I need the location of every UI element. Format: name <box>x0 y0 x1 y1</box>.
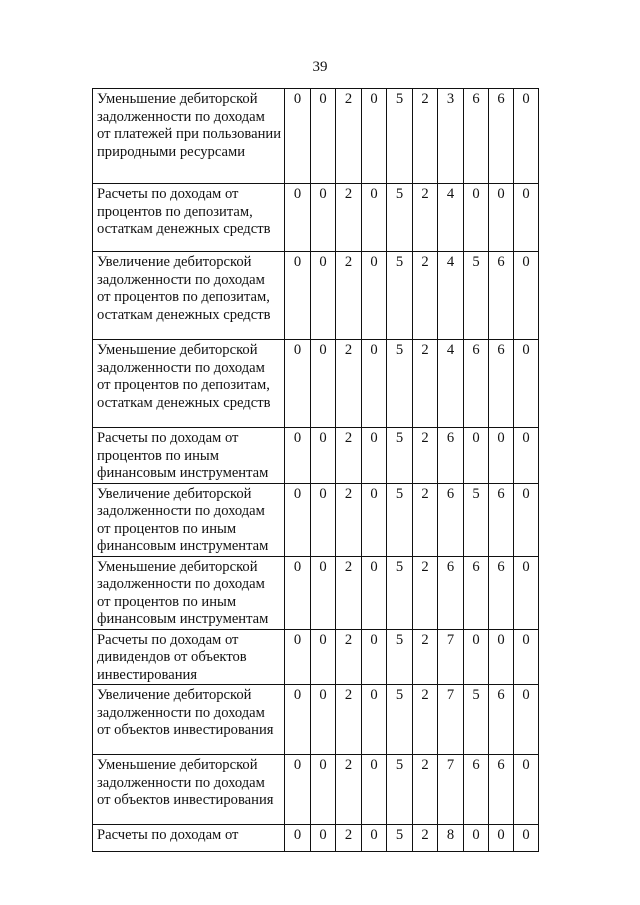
code-digit: 0 <box>311 685 336 755</box>
code-digit: 0 <box>362 428 387 484</box>
code-digit: 0 <box>285 755 311 825</box>
code-digit: 6 <box>438 556 464 629</box>
code-digit: 2 <box>413 340 438 428</box>
code-digit: 0 <box>514 252 539 340</box>
code-digit: 0 <box>311 89 336 184</box>
code-digit: 0 <box>311 184 336 252</box>
code-digit: 2 <box>413 825 438 852</box>
code-digit: 0 <box>285 340 311 428</box>
code-digit: 0 <box>489 428 514 484</box>
code-digit: 0 <box>311 428 336 484</box>
code-digit: 0 <box>311 755 336 825</box>
code-digit: 0 <box>464 184 489 252</box>
table-row <box>93 483 539 556</box>
code-digit: 6 <box>489 556 514 629</box>
code-digit: 7 <box>438 755 464 825</box>
code-digit: 2 <box>413 428 438 484</box>
code-digit: 2 <box>336 340 362 428</box>
code-digit: 0 <box>464 629 489 685</box>
code-digit: 6 <box>464 755 489 825</box>
code-digit: 6 <box>464 340 489 428</box>
code-digit: 0 <box>514 755 539 825</box>
code-digit: 0 <box>362 252 387 340</box>
code-digit: 2 <box>413 556 438 629</box>
code-digit: 0 <box>489 184 514 252</box>
code-digit: 4 <box>438 340 464 428</box>
code-digit: 5 <box>387 825 413 852</box>
code-digit: 0 <box>285 428 311 484</box>
table-row <box>93 556 539 629</box>
table-row <box>93 428 539 484</box>
code-digit: 0 <box>514 685 539 755</box>
code-digit: 0 <box>285 184 311 252</box>
code-digit: 0 <box>464 825 489 852</box>
code-digit: 2 <box>336 629 362 685</box>
code-digit: 6 <box>489 340 514 428</box>
table-row <box>93 89 539 184</box>
row-description: Расчеты по доходам от <box>93 825 285 852</box>
code-digit: 0 <box>362 483 387 556</box>
code-digit: 0 <box>489 629 514 685</box>
code-digit: 2 <box>336 825 362 852</box>
code-digit: 0 <box>285 252 311 340</box>
code-digit: 0 <box>514 556 539 629</box>
code-digit: 0 <box>514 629 539 685</box>
code-digit: 0 <box>514 483 539 556</box>
code-digit: 2 <box>336 184 362 252</box>
code-digit: 6 <box>489 685 514 755</box>
code-digit: 0 <box>311 252 336 340</box>
row-description: Уменьшение дебиторской задолженности по доходам от платежей при пользовании природными ресурсами <box>93 89 285 184</box>
code-digit: 0 <box>362 184 387 252</box>
code-digit: 0 <box>285 685 311 755</box>
code-digit: 0 <box>489 825 514 852</box>
code-digit: 2 <box>413 685 438 755</box>
code-digit: 0 <box>362 556 387 629</box>
code-digit: 2 <box>336 252 362 340</box>
code-digit: 5 <box>464 685 489 755</box>
code-digit: 2 <box>413 252 438 340</box>
code-digit: 0 <box>514 340 539 428</box>
code-digit: 0 <box>362 755 387 825</box>
code-digit: 2 <box>413 184 438 252</box>
code-digit: 5 <box>387 184 413 252</box>
row-description: Увеличение дебиторской задолженности по доходам от объектов инвестирования <box>93 685 285 755</box>
code-digit: 2 <box>336 428 362 484</box>
row-description: Увеличение дебиторской задолженности по доходам от процентов по иным финансовым инструментам <box>93 483 285 556</box>
code-digit: 0 <box>285 825 311 852</box>
code-digit: 0 <box>311 556 336 629</box>
table-row <box>93 629 539 685</box>
code-digit: 2 <box>413 483 438 556</box>
code-digit: 0 <box>311 483 336 556</box>
code-digit: 5 <box>387 252 413 340</box>
code-digit: 0 <box>464 428 489 484</box>
code-digit: 0 <box>362 629 387 685</box>
code-digit: 0 <box>311 340 336 428</box>
code-digit: 6 <box>489 755 514 825</box>
code-digit: 5 <box>387 755 413 825</box>
code-digit: 0 <box>514 89 539 184</box>
code-digit: 0 <box>285 629 311 685</box>
code-digit: 0 <box>514 184 539 252</box>
row-description: Расчеты по доходам от процентов по иным финансовым инструментам <box>93 428 285 484</box>
code-digit: 0 <box>285 89 311 184</box>
code-digit: 0 <box>362 89 387 184</box>
code-digit: 2 <box>336 755 362 825</box>
code-digit: 2 <box>336 685 362 755</box>
code-digit: 5 <box>387 428 413 484</box>
code-digit: 5 <box>387 685 413 755</box>
code-digit: 2 <box>336 483 362 556</box>
code-digit: 0 <box>514 428 539 484</box>
code-digit: 5 <box>387 629 413 685</box>
code-digit: 2 <box>413 89 438 184</box>
code-digit: 5 <box>464 483 489 556</box>
row-description: Уменьшение дебиторской задолженности по доходам от процентов по депозитам, остаткам денежных средств <box>93 340 285 428</box>
row-description: Уменьшение дебиторской задолженности по доходам от процентов по иным финансовым инструментам <box>93 556 285 629</box>
row-description: Расчеты по доходам от процентов по депозитам, остаткам денежных средств <box>93 184 285 252</box>
code-digit: 6 <box>489 89 514 184</box>
code-digit: 0 <box>285 556 311 629</box>
table-row <box>93 685 539 755</box>
code-digit: 2 <box>413 755 438 825</box>
table-row <box>93 252 539 340</box>
code-digit: 3 <box>438 89 464 184</box>
code-digit: 4 <box>438 252 464 340</box>
table-row <box>93 825 539 852</box>
code-digit: 7 <box>438 685 464 755</box>
code-digit: 4 <box>438 184 464 252</box>
code-digit: 5 <box>387 483 413 556</box>
code-digit: 6 <box>464 556 489 629</box>
code-digit: 0 <box>311 629 336 685</box>
code-digit: 6 <box>489 483 514 556</box>
code-digit: 6 <box>438 428 464 484</box>
row-description: Увеличение дебиторской задолженности по доходам от процентов по депозитам, остаткам денежных средств <box>93 252 285 340</box>
table-row <box>93 755 539 825</box>
code-digit: 0 <box>362 685 387 755</box>
page-number: 39 <box>312 59 328 75</box>
code-digit: 6 <box>438 483 464 556</box>
code-digit: 0 <box>362 340 387 428</box>
code-digit: 5 <box>464 252 489 340</box>
code-digit: 7 <box>438 629 464 685</box>
table-body <box>93 89 539 852</box>
code-digit: 8 <box>438 825 464 852</box>
account-codes-table <box>92 88 539 852</box>
table-row <box>93 184 539 252</box>
code-digit: 5 <box>387 89 413 184</box>
code-digit: 0 <box>362 825 387 852</box>
code-digit: 2 <box>336 89 362 184</box>
code-digit: 0 <box>311 825 336 852</box>
code-digit: 5 <box>387 340 413 428</box>
code-digit: 2 <box>336 556 362 629</box>
row-description: Расчеты по доходам от дивидендов от объектов инвестирования <box>93 629 285 685</box>
code-digit: 5 <box>387 556 413 629</box>
code-digit: 6 <box>489 252 514 340</box>
code-digit: 0 <box>285 483 311 556</box>
row-description: Уменьшение дебиторской задолженности по доходам от объектов инвестирования <box>93 755 285 825</box>
code-digit: 2 <box>413 629 438 685</box>
code-digit: 6 <box>464 89 489 184</box>
table-row <box>93 340 539 428</box>
code-digit: 0 <box>514 825 539 852</box>
